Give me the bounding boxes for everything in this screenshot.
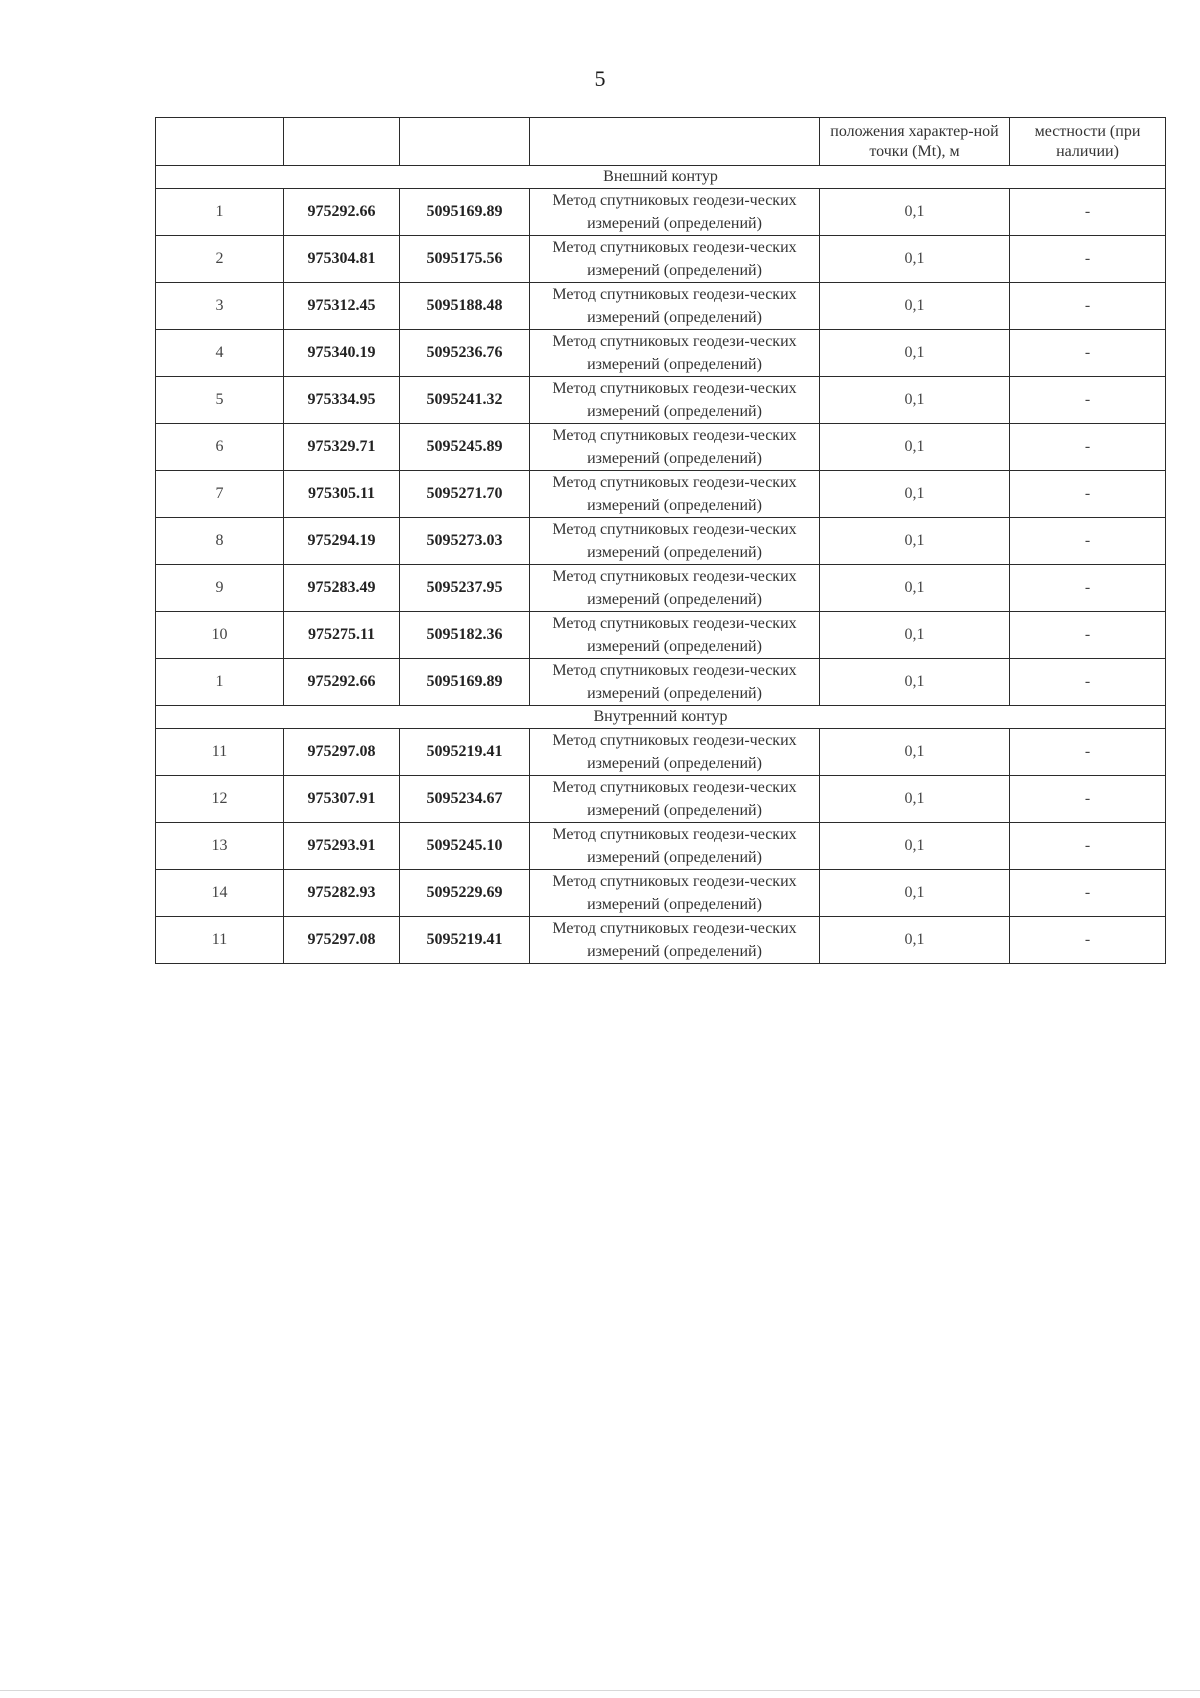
method-cell: Метод спутниковых геодези-ческих измерений (определений) (530, 377, 820, 424)
accuracy-cell: 0,1 (820, 424, 1010, 471)
x-coordinate-cell: 975304.81 (284, 236, 400, 283)
x-coordinate-cell: 975293.91 (284, 823, 400, 870)
x-coordinate-cell: 975312.45 (284, 283, 400, 330)
section-title: Внутренний контур (156, 706, 1166, 729)
table-row (156, 189, 1166, 236)
description-cell: - (1010, 565, 1166, 612)
description-cell: - (1010, 870, 1166, 917)
method-cell: Метод спутниковых геодези-ческих измерений (определений) (530, 729, 820, 776)
method-cell: Метод спутниковых геодези-ческих измерений (определений) (530, 189, 820, 236)
point-number-cell: 5 (156, 377, 284, 424)
table-row (156, 236, 1166, 283)
x-coordinate-cell: 975297.08 (284, 729, 400, 776)
accuracy-cell: 0,1 (820, 377, 1010, 424)
point-number-cell: 2 (156, 236, 284, 283)
point-number-cell: 4 (156, 330, 284, 377)
description-cell: - (1010, 917, 1166, 964)
y-coordinate-cell: 5095234.67 (400, 776, 530, 823)
accuracy-cell: 0,1 (820, 612, 1010, 659)
table-row (156, 424, 1166, 471)
x-coordinate-cell: 975297.08 (284, 917, 400, 964)
x-coordinate-cell: 975275.11 (284, 612, 400, 659)
method-cell: Метод спутниковых геодези-ческих измерений (определений) (530, 565, 820, 612)
accuracy-cell: 0,1 (820, 823, 1010, 870)
x-coordinate-cell: 975340.19 (284, 330, 400, 377)
accuracy-cell: 0,1 (820, 330, 1010, 377)
page-number: 5 (594, 66, 606, 91)
accuracy-cell: 0,1 (820, 518, 1010, 565)
section-title: Внешний контур (156, 166, 1166, 189)
method-cell: Метод спутниковых геодези-ческих измерений (определений) (530, 612, 820, 659)
page-bottom-rule (0, 1690, 1200, 1691)
table-row (156, 471, 1166, 518)
point-number-cell: 3 (156, 283, 284, 330)
table-row (156, 565, 1166, 612)
accuracy-cell: 0,1 (820, 189, 1010, 236)
point-number-cell: 14 (156, 870, 284, 917)
accuracy-cell: 0,1 (820, 729, 1010, 776)
point-number-cell: 1 (156, 189, 284, 236)
method-cell: Метод спутниковых геодези-ческих измерений (определений) (530, 776, 820, 823)
point-number-cell: 9 (156, 565, 284, 612)
table-row (156, 659, 1166, 706)
header-x (284, 118, 400, 166)
y-coordinate-cell: 5095219.41 (400, 729, 530, 776)
accuracy-cell: 0,1 (820, 283, 1010, 330)
y-coordinate-cell: 5095182.36 (400, 612, 530, 659)
y-coordinate-cell: 5095219.41 (400, 917, 530, 964)
point-number-cell: 11 (156, 917, 284, 964)
y-coordinate-cell: 5095175.56 (400, 236, 530, 283)
coordinates-table-body (156, 118, 1166, 964)
description-cell: - (1010, 330, 1166, 377)
table-row (156, 330, 1166, 377)
section-row (156, 706, 1166, 729)
accuracy-cell: 0,1 (820, 236, 1010, 283)
table-header-row (156, 118, 1166, 166)
description-cell: - (1010, 776, 1166, 823)
y-coordinate-cell: 5095237.95 (400, 565, 530, 612)
point-number-cell: 1 (156, 659, 284, 706)
y-coordinate-cell: 5095236.76 (400, 330, 530, 377)
y-coordinate-cell: 5095229.69 (400, 870, 530, 917)
description-cell: - (1010, 659, 1166, 706)
point-number-cell: 12 (156, 776, 284, 823)
y-coordinate-cell: 5095169.89 (400, 659, 530, 706)
accuracy-cell: 0,1 (820, 870, 1010, 917)
y-coordinate-cell: 5095241.32 (400, 377, 530, 424)
accuracy-cell: 0,1 (820, 917, 1010, 964)
table-row (156, 917, 1166, 964)
method-cell: Метод спутниковых геодези-ческих измерений (определений) (530, 471, 820, 518)
x-coordinate-cell: 975292.66 (284, 189, 400, 236)
table-row (156, 283, 1166, 330)
header-method (530, 118, 820, 166)
x-coordinate-cell: 975305.11 (284, 471, 400, 518)
method-cell: Метод спутниковых геодези-ческих измерений (определений) (530, 236, 820, 283)
description-cell: - (1010, 518, 1166, 565)
x-coordinate-cell: 975283.49 (284, 565, 400, 612)
header-point-number (156, 118, 284, 166)
table-row (156, 776, 1166, 823)
x-coordinate-cell: 975307.91 (284, 776, 400, 823)
description-cell: - (1010, 236, 1166, 283)
x-coordinate-cell: 975329.71 (284, 424, 400, 471)
description-cell: - (1010, 283, 1166, 330)
accuracy-cell: 0,1 (820, 776, 1010, 823)
table-row (156, 377, 1166, 424)
x-coordinate-cell: 975292.66 (284, 659, 400, 706)
method-cell: Метод спутниковых геодези-ческих измерений (определений) (530, 283, 820, 330)
accuracy-cell: 0,1 (820, 659, 1010, 706)
x-coordinate-cell: 975294.19 (284, 518, 400, 565)
accuracy-cell: 0,1 (820, 471, 1010, 518)
point-number-cell: 8 (156, 518, 284, 565)
header-accuracy: положения характер-ной точки (Mt), м (820, 118, 1010, 166)
description-cell: - (1010, 189, 1166, 236)
method-cell: Метод спутниковых геодези-ческих измерений (определений) (530, 330, 820, 377)
method-cell: Метод спутниковых геодези-ческих измерений (определений) (530, 823, 820, 870)
coordinates-table (155, 117, 1166, 964)
x-coordinate-cell: 975334.95 (284, 377, 400, 424)
description-cell: - (1010, 471, 1166, 518)
method-cell: Метод спутниковых геодези-ческих измерений (определений) (530, 518, 820, 565)
point-number-cell: 10 (156, 612, 284, 659)
method-cell: Метод спутниковых геодези-ческих измерений (определений) (530, 659, 820, 706)
description-cell: - (1010, 377, 1166, 424)
table-row (156, 823, 1166, 870)
method-cell: Метод спутниковых геодези-ческих измерений (определений) (530, 870, 820, 917)
y-coordinate-cell: 5095245.89 (400, 424, 530, 471)
x-coordinate-cell: 975282.93 (284, 870, 400, 917)
description-cell: - (1010, 424, 1166, 471)
y-coordinate-cell: 5095188.48 (400, 283, 530, 330)
table-row (156, 518, 1166, 565)
y-coordinate-cell: 5095245.10 (400, 823, 530, 870)
description-cell: - (1010, 729, 1166, 776)
method-cell: Метод спутниковых геодези-ческих измерений (определений) (530, 917, 820, 964)
description-cell: - (1010, 612, 1166, 659)
header-y (400, 118, 530, 166)
y-coordinate-cell: 5095271.70 (400, 471, 530, 518)
y-coordinate-cell: 5095273.03 (400, 518, 530, 565)
y-coordinate-cell: 5095169.89 (400, 189, 530, 236)
table-row (156, 870, 1166, 917)
description-cell: - (1010, 823, 1166, 870)
point-number-cell: 11 (156, 729, 284, 776)
section-row (156, 166, 1166, 189)
point-number-cell: 6 (156, 424, 284, 471)
point-number-cell: 13 (156, 823, 284, 870)
header-description: местности (при наличии) (1010, 118, 1166, 166)
accuracy-cell: 0,1 (820, 565, 1010, 612)
method-cell: Метод спутниковых геодези-ческих измерений (определений) (530, 424, 820, 471)
table-row (156, 729, 1166, 776)
table-row (156, 612, 1166, 659)
point-number-cell: 7 (156, 471, 284, 518)
